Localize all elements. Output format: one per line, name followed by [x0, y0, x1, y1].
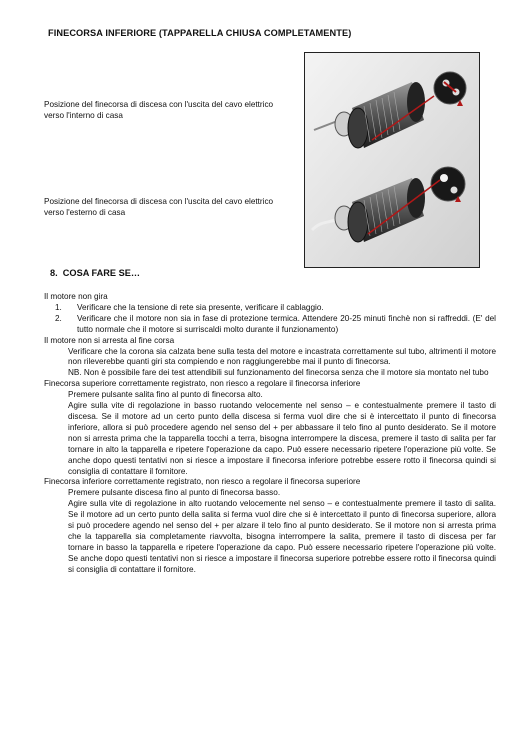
motor-not-running-heading: Il motore non gira: [44, 292, 108, 301]
adjust-screw-icon: [440, 174, 448, 182]
section-number: 8.: [50, 268, 58, 278]
section-title: COSA FARE SE…: [62, 268, 141, 278]
step: Agire sulla vite di regolazione in alto ruotando velocemente nel senso – e contestualmente premere il tasto di salita. Se il motore ad un certo punto della salita si ferma vuol dire che si è intercettato il punto di finecorsa superiore, allora si può procedere agendo nel senso del + per alzare il telo fino al punto desiderato. Se il motore non si arresta prima che la tapparella sia completamente riavvolta, bisogna interrompere la salita, premere il tasto di discesa per far tornare in basso la tapparella e ripetere l'operazione da capo. Può essere necessario ripetere l'operazione più volte. Se anche dopo questi tentativi non si riesce a impostare il finecorsa superiore potrebbe essere rotto il finecorsa quindi si consiglia di contattare il fornitore.: [68, 499, 496, 574]
upper-limit-heading: Finecorsa inferiore correttamente registrato, non riesco a regolare il finecorsa superiore: [44, 477, 361, 487]
motor-limit-switch-photo: [304, 52, 480, 268]
caption-cable-outside: Posizione del finecorsa di discesa con l'uscita del cavo elettrico verso l'esterno di casa: [44, 197, 274, 217]
list-item: 2. Verificare che il motore non sia in fase di protezione termica. Attendere 20-25 minuti finchè non si raffreddi. (E' del tutto normale che il motore si surriscaldi molto durante il funzionamento): [55, 313, 496, 334]
motor-not-stopping-heading: Il motore non si arresta al fine corsa: [44, 335, 175, 345]
step: Agire sulla vite di regolazione in basso ruotando velocemente nel senso – e contestualmente premere il tasto di discesa. Se il motore ad un certo punto della discesa si ferma vuol dire che si è intercettato il punto di finecorsa inferiore, allora si può procedere agendo nel senso del + per abbassare il telo fino al punto desiderato. Se il motore non si arresta prima che la tapparella tocchi a terra, bisogna interrompere la discesa, premere il tasto di salita per far tornare in alto la tapparella e ripetere l'operazione da capo. Può essere necessario ripetere l'operazione più volte. Se anche dopo questi tentativi non si riesce a impostare il finecorsa inferiore potrebbe essere rotto il finecorsa quindi si consiglia di contattare il fornitore.: [68, 401, 496, 476]
list-item: 1. Verificare che la tensione di rete sia presente, verificare il cablaggio.: [55, 302, 324, 312]
step: Premere pulsante salita fino al punto di finecorsa alto.: [68, 390, 263, 400]
paragraph: Verificare che la corona sia calzata bene sulla testa del motore e incastrata correttamente sul tubo, altrimenti il motore non rileverebbe quanti giri sta compiendo e non raggiungerebbe mai il punto di finecorsa.: [68, 346, 496, 367]
lower-limit-heading: Finecorsa superiore correttamente registrato, non riesco a regolare il finecorsa inferiore: [44, 379, 361, 389]
step: Premere pulsante discesa fino al punto di finecorsa basso.: [68, 488, 281, 498]
caption-cable-inside: Posizione del finecorsa di discesa con l'uscita del cavo elettrico verso l'interno di casa: [44, 100, 274, 120]
troubleshooting-body: [44, 292, 496, 576]
page-title: FINECORSA INFERIORE (TAPPARELLA CHIUSA COMPLETAMENTE): [48, 28, 352, 38]
section-heading: [50, 268, 140, 278]
note: NB. Non è possibile fare dei test attendibili sul funzionamento del finecorsa senza che il motore sia montato nel tubo: [68, 368, 489, 378]
